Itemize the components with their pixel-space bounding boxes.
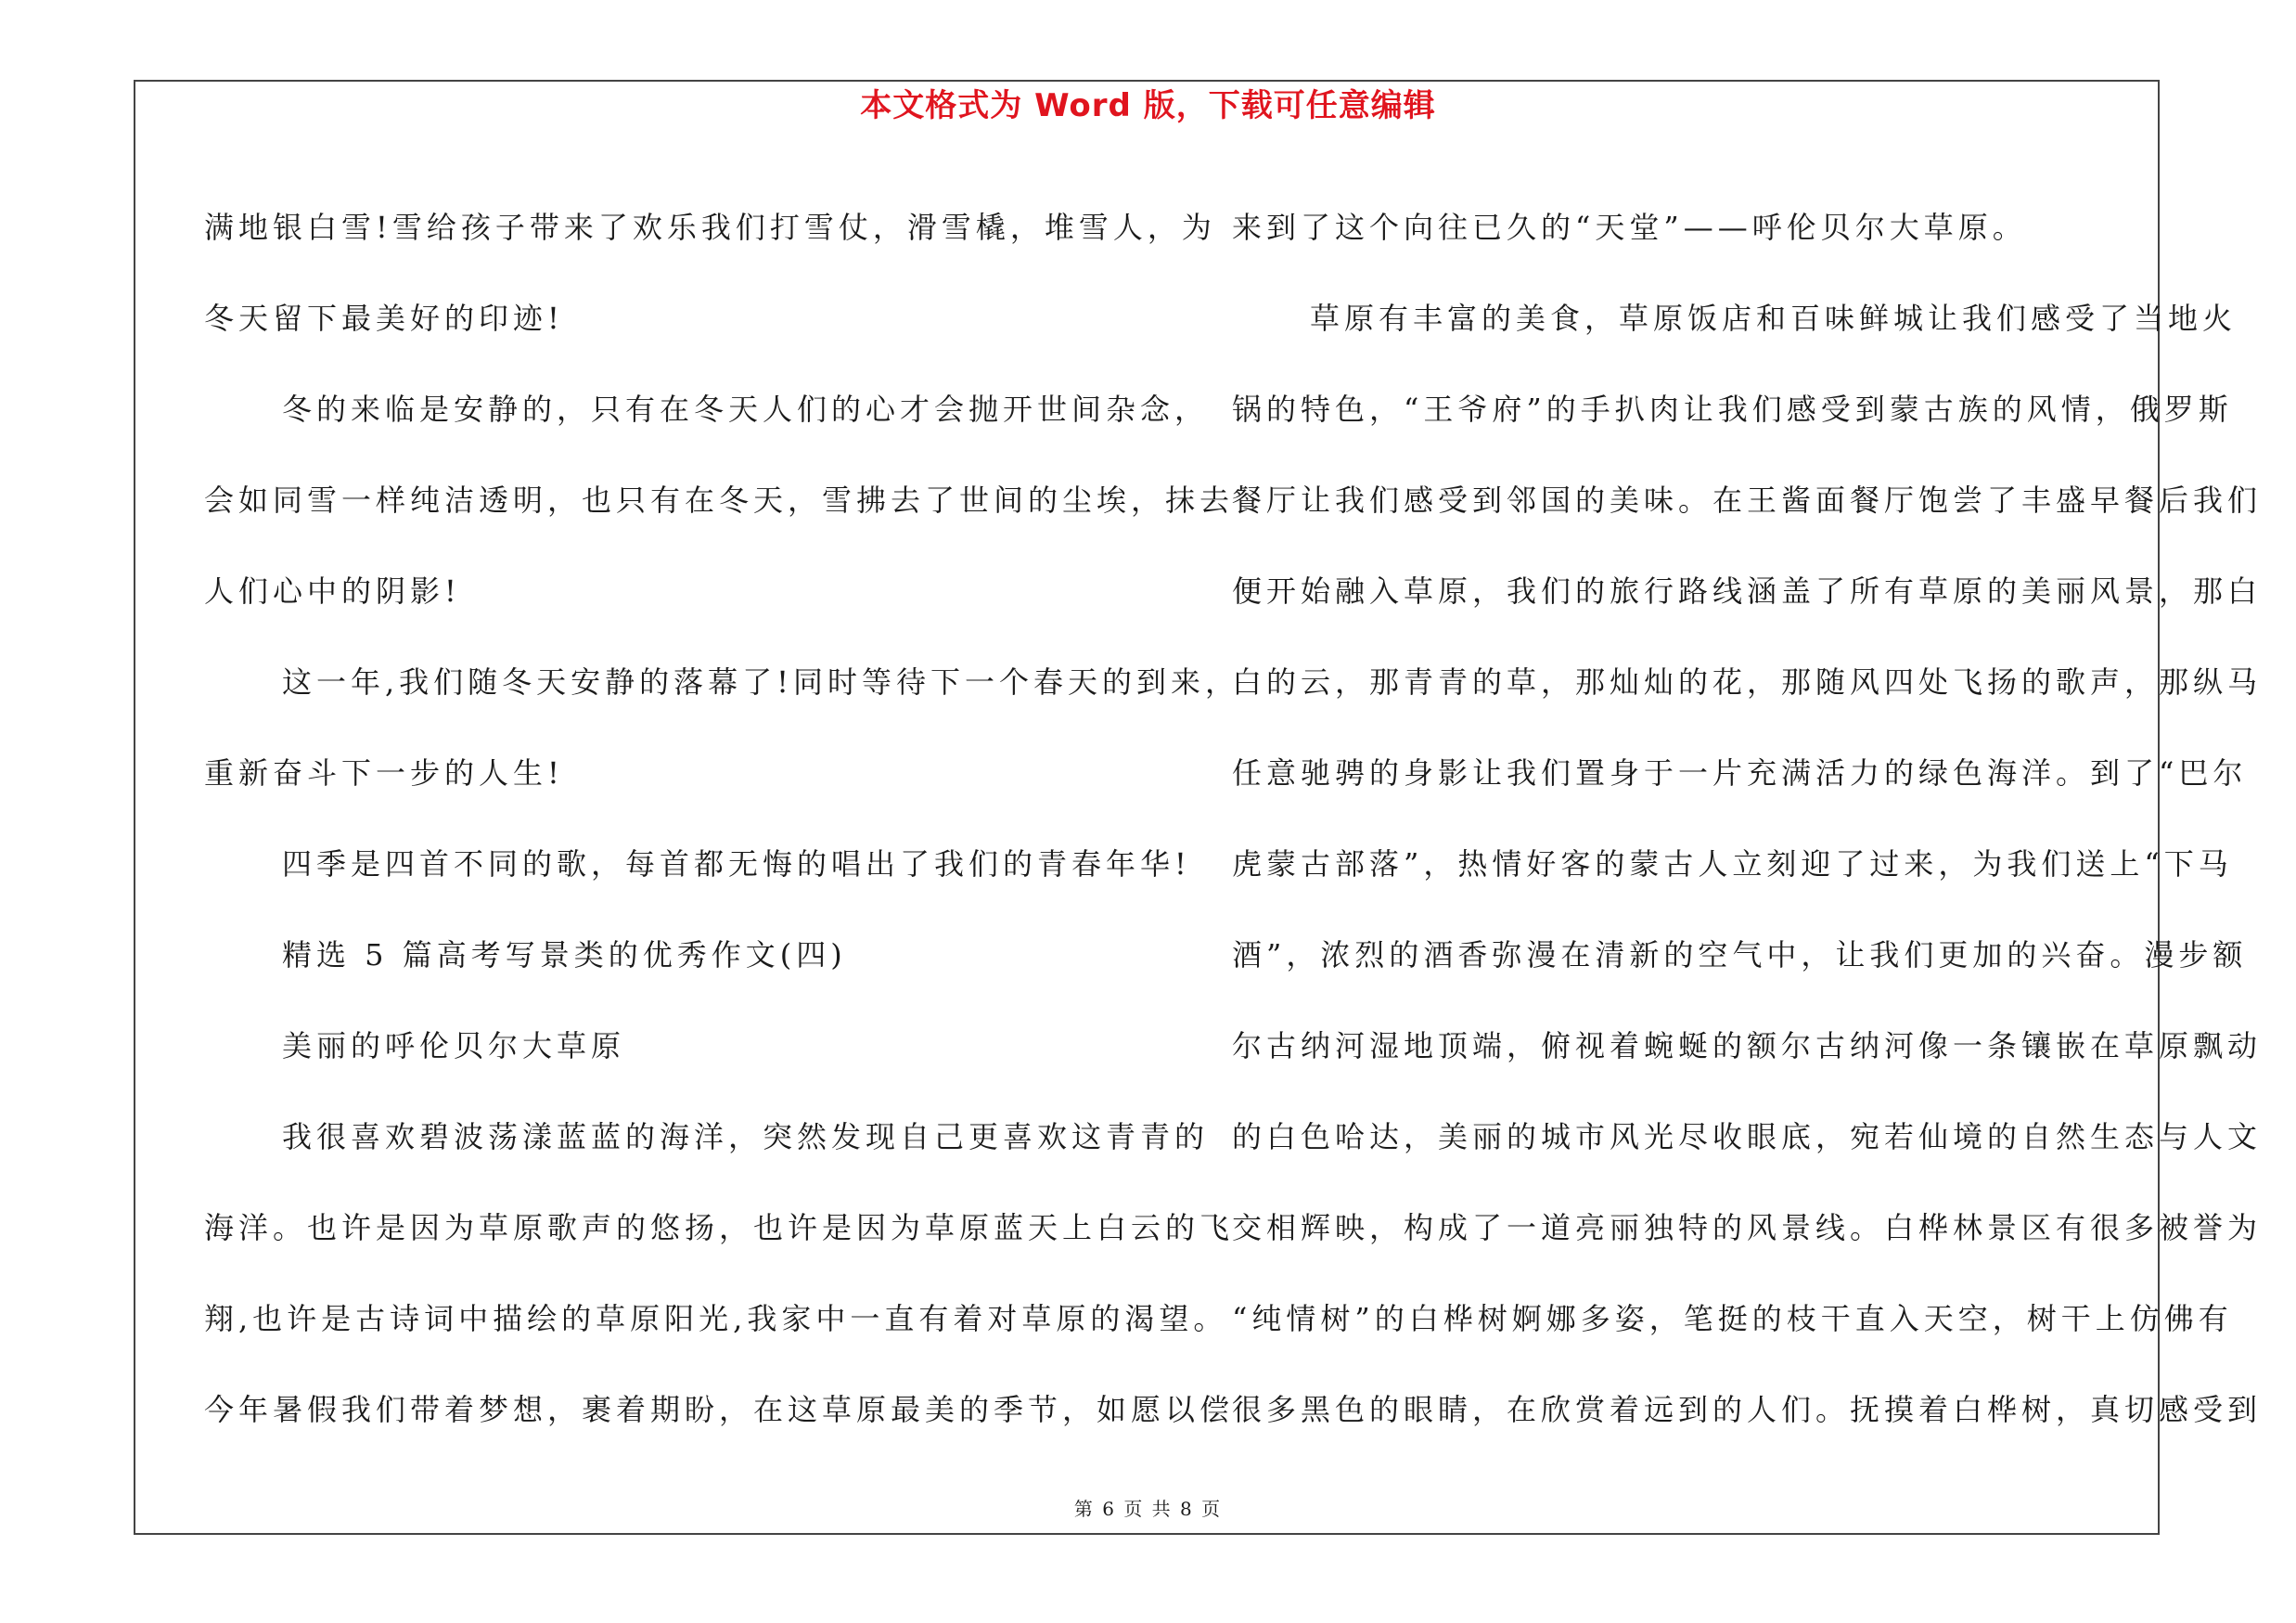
paragraph-line: 便开始融入草原，我们的旅行路线涵盖了所有草原的美丽风景，那白	[1232, 573, 2263, 609]
paragraph-line: 酒”，浓烈的酒香弥漫在清新的空气中，让我们更加的兴奋。漫步额	[1232, 937, 2248, 973]
paragraph-line: 尔古纳河湿地顶端，俯视着蜿蜒的额尔古纳河像一条镶嵌在草原飘动	[1232, 1028, 2263, 1063]
paragraph-line: 重新奋斗下一步的人生!	[204, 755, 564, 791]
paragraph-line: 今年暑假我们带着梦想，裹着期盼，在这草原最美的季节，如愿以偿	[204, 1392, 1235, 1427]
paragraph-line: 海洋。也许是因为草原歌声的悠扬，也许是因为草原蓝天上白云的飞	[204, 1210, 1235, 1245]
page-number: 第 6 页 共 8 页	[1073, 1498, 1223, 1520]
paragraph-line: 餐厅让我们感受到邻国的美味。在王酱面餐厅饱尝了丰盛早餐后我们	[1232, 483, 2263, 518]
paragraph-line: 冬的来临是安静的，只有在冬天人们的心才会抛开世间杂念，	[282, 392, 1210, 427]
paragraph-line: 来到了这个向往已久的“天堂”——呼伦贝尔大草原。	[1232, 210, 2027, 245]
paragraph-line: 满地银白雪!雪给孩子带来了欢乐我们打雪仗，滑雪橇，堆雪人，为	[204, 210, 1216, 245]
paragraph-line: 翔,也许是古诗词中描绘的草原阳光,我家中一直有着对草原的渴望。	[204, 1301, 1228, 1336]
essay-title: 美丽的呼伦贝尔大草原	[282, 1028, 626, 1063]
paragraph-line: 的白色哈达，美丽的城市风光尽收眼底，宛若仙境的自然生态与人文	[1232, 1119, 2263, 1154]
paragraph-line: 我很喜欢碧波荡漾蓝蓝的海洋，突然发现自己更喜欢这青青的	[282, 1119, 1210, 1154]
paragraph-line: 四季是四首不同的歌，每首都无悔的唱出了我们的青春年华!	[282, 846, 1191, 882]
section-heading: 精选 5 篇高考写景类的优秀作文(四)	[282, 937, 847, 973]
paragraph-line: 虎蒙古部落”，热情好客的蒙古人立刻迎了过来，为我们送上“下马	[1232, 846, 2233, 882]
paragraph-line: 锅的特色，“王爷府”的手扒肉让我们感受到蒙古族的风情，俄罗斯	[1232, 392, 2233, 427]
right-text-column	[1232, 182, 2263, 1455]
paragraph-line: 草原有丰富的美食，草原饭店和百味鲜城让我们感受了当地火	[1310, 301, 2238, 336]
paragraph-line: 交相辉映，构成了一道亮丽独特的风景线。白桦林景区有很多被誉为	[1232, 1210, 2263, 1245]
paragraph-line: 这一年,我们随冬天安静的落幕了!同时等待下一个春天的到来，	[282, 664, 1240, 700]
paragraph-line: 任意驰骋的身影让我们置身于一片充满活力的绿色海洋。到了“巴尔	[1232, 755, 2248, 791]
left-text-column	[204, 182, 1240, 1455]
paragraph-line: 冬天留下最美好的印迹!	[204, 301, 564, 336]
paragraph-line: 很多黑色的眼睛，在欣赏着远到的人们。抚摸着白桦树，真切感受到	[1232, 1392, 2263, 1427]
document-banner: 本文格式为 Word 版，下载可任意编辑	[860, 87, 1436, 124]
paragraph-line: 会如同雪一样纯洁透明，也只有在冬天，雪拂去了世间的尘埃，抹去	[204, 483, 1235, 518]
paragraph-line: 人们心中的阴影!	[204, 573, 461, 609]
paragraph-line: 白的云，那青青的草，那灿灿的花，那随风四处飞扬的歌声，那纵马	[1232, 664, 2263, 700]
paragraph-line: “纯情树”的白桦树婀娜多姿，笔挺的枝干直入天空，树干上仿佛有	[1232, 1301, 2233, 1336]
